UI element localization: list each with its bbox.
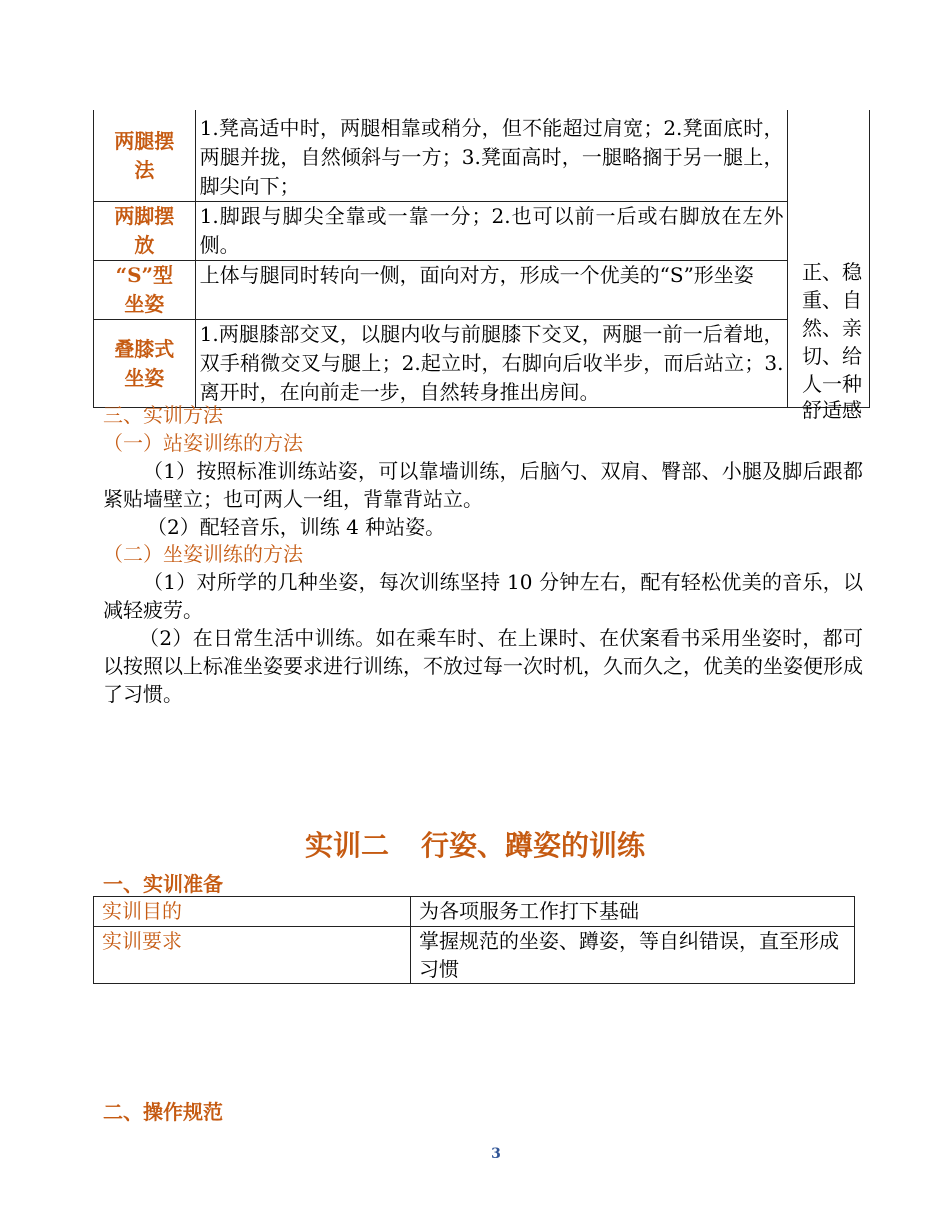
prep-table bbox=[93, 896, 855, 984]
paragraph: （1）按照标准训练站姿，可以靠墙训练，后脑勺、双肩、臀部、小腿及脚后跟都紧贴墙壁立；也可两人一组，背靠背站立。 bbox=[103, 459, 863, 511]
page-title: 实训二 行姿、蹲姿的训练 bbox=[304, 829, 646, 862]
subsection-heading: （二）坐姿训练的方法 bbox=[103, 542, 303, 566]
row-label: 两脚摆 放 bbox=[94, 202, 196, 261]
section-heading: 三、实训方法 bbox=[103, 403, 223, 427]
table-value: 掌握规范的坐姿、蹲姿，等自纠错误，直至形成习惯 bbox=[411, 927, 855, 984]
section-heading: 二、操作规范 bbox=[103, 1100, 223, 1124]
table-value: 为各项服务工作打下基础 bbox=[411, 897, 855, 927]
paragraph: （2）在日常生活中训练。如在乘车时、在上课时、在伏案看书采用坐姿时，都可以按照以上标准坐姿要求进行训练，不放过每一次时机，久而久之，优美的坐姿便形成了习惯。 bbox=[103, 626, 863, 706]
row-label: 两腿摆 法 bbox=[94, 110, 196, 202]
page-number: 3 bbox=[491, 1146, 501, 1162]
row-text: 1.脚跟与脚尖全靠或一靠一分；2.也可以前一后或右脚放在左外侧。 bbox=[195, 202, 788, 261]
table-key: 实训目的 bbox=[94, 897, 411, 927]
subsection-heading: （一）站姿训练的方法 bbox=[103, 431, 303, 455]
row-label: 叠膝式 坐姿 bbox=[94, 320, 196, 408]
paragraph: （2）配轻音乐，训练 4 种站姿。 bbox=[147, 515, 446, 539]
section-heading: 一、实训准备 bbox=[103, 872, 223, 896]
requirement-text: 正、稳 重、自 然、亲 切、给 人一种 舒适感 bbox=[802, 260, 862, 422]
row-label: “S”型 坐姿 bbox=[94, 261, 196, 320]
row-text: 1.两腿膝部交叉，以腿内收与前腿膝下交叉，两腿一前一后着地，双手稍微交叉与腿上；2.起立时，右脚向后收半步，而后站立；3.离开时，在向前走一步，自然转身推出房间。 bbox=[195, 320, 788, 408]
table-key: 实训要求 bbox=[94, 927, 411, 984]
row-text: 上体与腿同时转向一侧，面向对方，形成一个优美的“S”形坐姿 bbox=[195, 261, 788, 320]
posture-table bbox=[93, 110, 870, 408]
paragraph: （1）对所学的几种坐姿，每次训练坚持 10 分钟左右，配有轻松优美的音乐，以减轻疲劳。 bbox=[103, 570, 863, 622]
row-text: 1.凳高适中时，两腿相靠或稍分，但不能超过肩宽；2.凳面底时，两腿并拢，自然倾斜与一方；3.凳面高时，一腿略搁于另一腿上，脚尖向下； bbox=[195, 110, 788, 202]
